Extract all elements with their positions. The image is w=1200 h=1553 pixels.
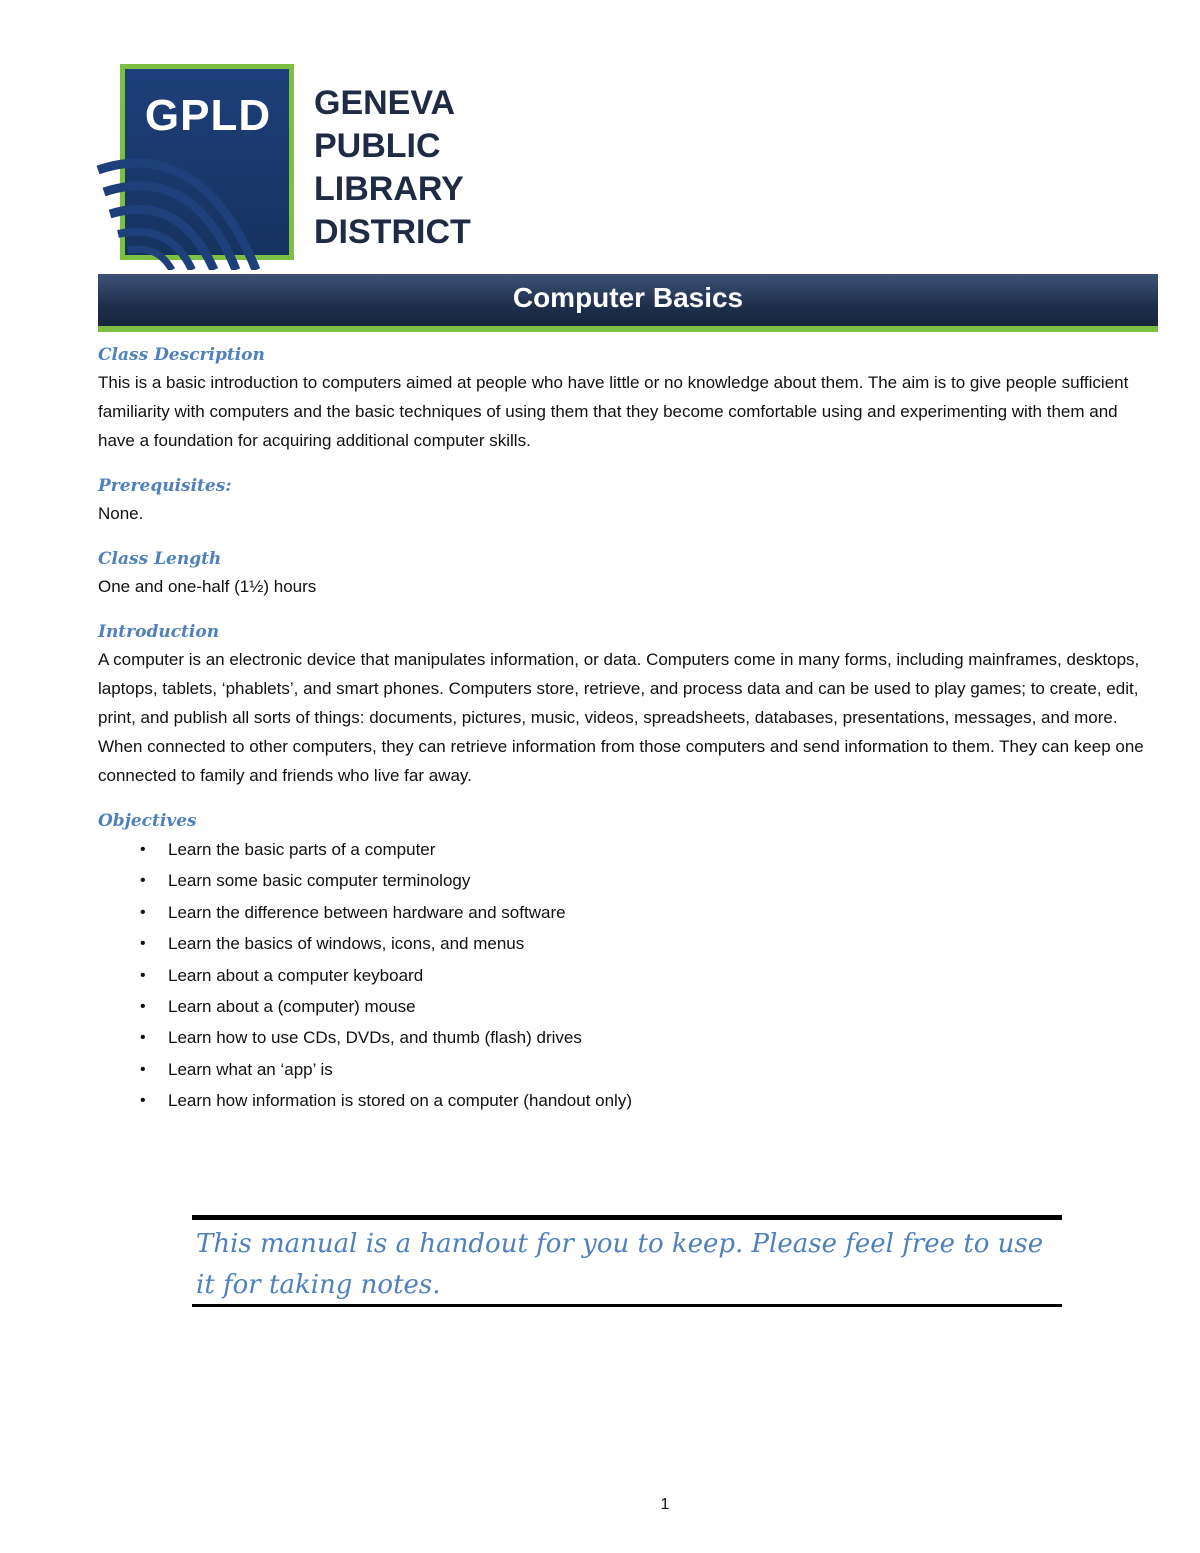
class-length-text: One and one-half (1½) hours (98, 577, 317, 596)
bullet-icon: • (140, 1092, 146, 1110)
page-title: Computer Basics (512, 282, 744, 313)
list-item (98, 865, 1158, 896)
logo-name-line: GENEVA (314, 84, 456, 122)
bullet-icon: • (140, 935, 146, 953)
bullet-icon: • (140, 1029, 146, 1047)
note-bottom-rule (192, 1304, 1062, 1307)
page-number: 1 (660, 1496, 670, 1513)
handout-note: This manual is a handout for you to keep. Please feel free to use it for taking notes. (196, 1229, 1044, 1300)
logo-abbreviation: GPLD (144, 91, 272, 140)
bullet-icon: • (140, 966, 146, 984)
note-top-rule (192, 1215, 1062, 1220)
objective-text: Learn some basic computer terminology (168, 871, 471, 891)
list-item (98, 1022, 1158, 1053)
logo-name-line: LIBRARY (314, 170, 464, 208)
objectives-list (98, 834, 1158, 1117)
introduction-text: A computer is an electronic device that manipulates information, or data. Computers come in many forms, including mainframes, desktops, laptops, tablets, ‘phablets’, and smart phones. Computers store, retrieve, and process data and can be used to play games; to create, edit, print, and publish all sorts of things: documents, pictures, music, videos, spreadsheets, databases, presentations, messages, and more. When connected to other computers, they can retrieve information from those computers and send information to them. They can keep one connected to family and friends who live far away. (98, 650, 1144, 785)
bullet-icon: • (140, 998, 146, 1016)
list-item (98, 928, 1158, 959)
title-accent-line (98, 326, 1158, 332)
objective-text: Learn the basic parts of a computer (168, 840, 436, 859)
objective-text: Learn how to use CDs, DVDs, and thumb (flash) drives (168, 1028, 582, 1048)
class-length-heading: Class Length (98, 549, 222, 569)
bullet-icon: • (140, 841, 146, 858)
objective-text: Learn what an ‘app’ is (168, 1059, 333, 1079)
objective-text: Learn about a (computer) mouse (168, 997, 416, 1017)
list-item (98, 834, 1158, 865)
objectives-heading: Objectives (98, 811, 197, 831)
gpld-logo (96, 60, 496, 268)
logo-name-line: PUBLIC (314, 127, 441, 165)
description-text: This is a basic introduction to computers aimed at people who have little or no knowledge about them. The aim is to give people sufficient familiarity with computers and the basic techniques of using them that they become comfortable using and experimenting with them and have a foundation for acquiring additional computer skills. (98, 373, 1129, 450)
prerequisites-heading: Prerequisites: (98, 476, 232, 496)
list-item (98, 1054, 1158, 1085)
introduction-heading: Introduction (98, 622, 220, 642)
objective-text: Learn how information is stored on a computer (handout only) (168, 1091, 632, 1111)
objective-text: Learn about a computer keyboard (168, 965, 424, 985)
list-item (98, 897, 1158, 928)
list-item (98, 960, 1158, 991)
bullet-icon: • (140, 872, 146, 890)
logo-name (314, 82, 471, 254)
bullet-icon: • (140, 1060, 146, 1078)
list-item (98, 1085, 1158, 1116)
book-pages-icon (96, 130, 296, 270)
prerequisites-text: None. (98, 504, 144, 523)
description-heading: Class Description (98, 345, 265, 365)
logo-name-line: DISTRICT (314, 213, 471, 251)
objective-text: Learn the difference between hardware and software (168, 902, 566, 922)
document-body (98, 342, 1158, 1117)
bullet-icon: • (140, 903, 146, 921)
objective-text: Learn the basics of windows, icons, and menus (168, 934, 525, 954)
list-item (98, 991, 1158, 1022)
